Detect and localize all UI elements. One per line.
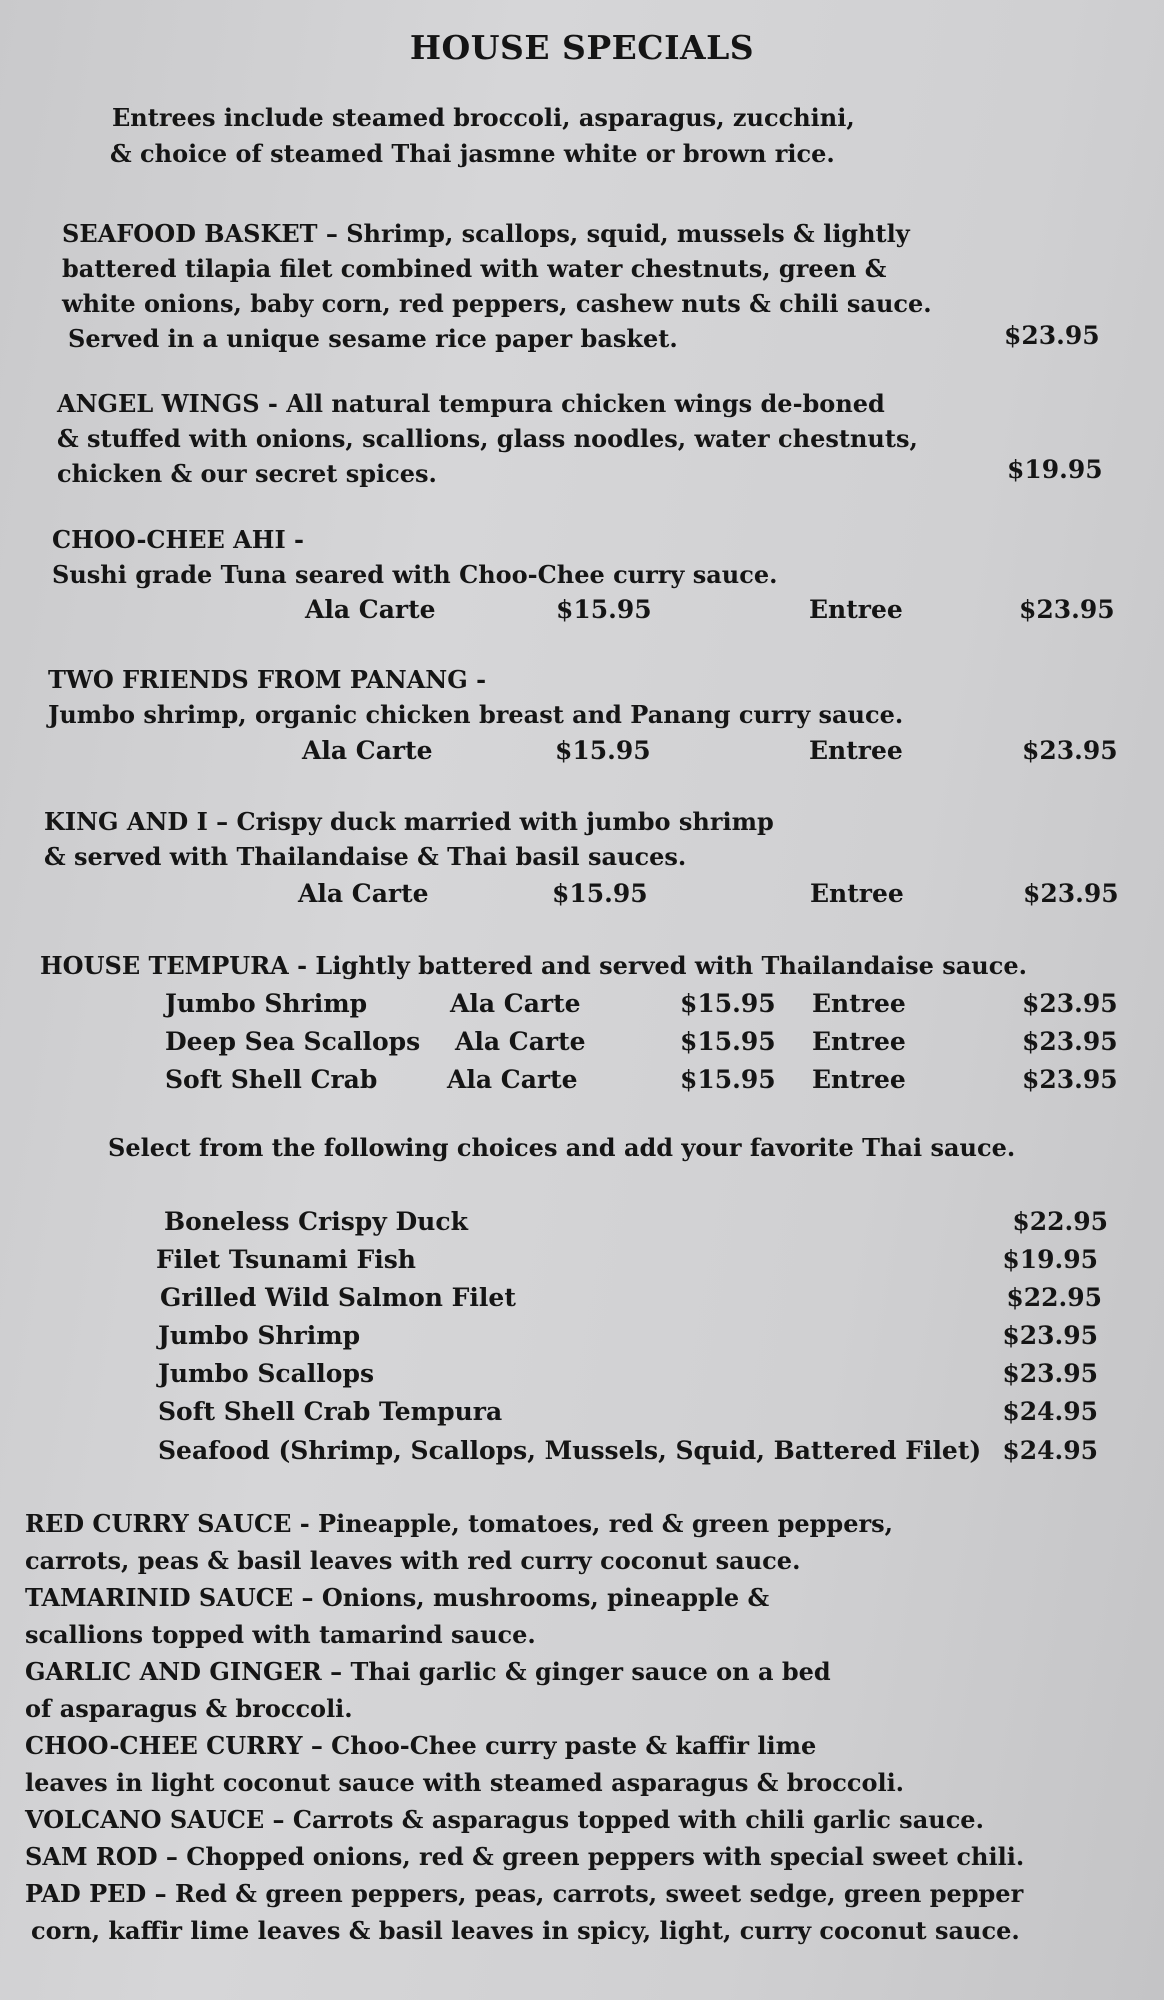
entree-label: Entree (809, 736, 903, 765)
entree-price: $23.95 (1022, 1065, 1118, 1094)
description-line: Sushi grade Tuna seared with Choo-Chee curry sauce. (52, 560, 778, 589)
choice-row (160, 1283, 1102, 1319)
seafood-basket-description (62, 216, 932, 356)
description-line: white onions, baby corn, red peppers, cashew nuts & chili sauce. (62, 289, 932, 318)
choice-name: Filet Tsunami Fish (156, 1245, 416, 1274)
tempura-name: Deep Sea Scallops (165, 1027, 421, 1056)
ala-carte-price: $15.95 (555, 736, 651, 765)
two-friends-prices (0, 736, 1164, 770)
ala-carte-label: Ala Carte (298, 879, 429, 908)
choice-row (158, 1397, 1098, 1433)
description-line: & served with Thailandaise & Thai basil sauces. (44, 842, 687, 871)
choice-row (158, 1436, 1098, 1472)
ala-carte-label: Ala Carte (302, 736, 433, 765)
tempura-row (0, 1065, 1164, 1099)
sauce-line: PAD PED – Red & green peppers, peas, carrots, sweet sedge, green pepper (25, 1879, 1024, 1908)
choice-price: $23.95 (1002, 1321, 1098, 1350)
ala-carte-label: Ala Carte (455, 1027, 586, 1056)
choice-name: Soft Shell Crab Tempura (158, 1397, 503, 1426)
description-line: CHOO-CHEE AHI - (52, 525, 304, 554)
description-line: KING AND I – Crispy duck married with jumbo shrimp (44, 807, 774, 836)
sauce-line: leaves in light coconut sauce with steamed asparagus & broccoli. (25, 1768, 905, 1797)
entree-price: $23.95 (1022, 989, 1118, 1018)
choo-chee-ahi-prices (0, 595, 1164, 629)
sauce-line: CHOO-CHEE CURRY – Choo-Chee curry paste & kaffir lime (25, 1731, 817, 1760)
intro-text (112, 100, 855, 172)
sauce-line: carrots, peas & basil leaves with red curry coconut sauce. (25, 1546, 801, 1575)
sauce-line: VOLCANO SAUCE – Carrots & asparagus topped with chili garlic sauce. (25, 1805, 984, 1834)
tempura-name: Jumbo Shrimp (165, 989, 368, 1018)
choice-name: Boneless Crispy Duck (164, 1207, 468, 1236)
choice-price: $22.95 (1006, 1283, 1102, 1312)
sauce-line: scallions topped with tamarind sauce. (25, 1620, 536, 1649)
tempura-name: Soft Shell Crab (165, 1065, 378, 1094)
ala-carte-price: $15.95 (680, 989, 776, 1018)
choice-price: $19.95 (1002, 1245, 1098, 1274)
choice-row (164, 1207, 1108, 1243)
description-line: SEAFOOD BASKET – Shrimp, scallops, squid, mussels & lightly (62, 219, 910, 248)
seafood-basket-price: $23.95 (1004, 321, 1100, 350)
ala-carte-price: $15.95 (556, 595, 652, 624)
choice-price: $24.95 (1002, 1397, 1098, 1426)
house-tempura-heading (40, 948, 1027, 983)
description-line: ANGEL WINGS - All natural tempura chicken wings de-boned (57, 389, 885, 418)
ala-carte-label: Ala Carte (447, 1065, 578, 1094)
page-title: HOUSE SPECIALS (409, 28, 755, 67)
choice-name: Seafood (Shrimp, Scallops, Mussels, Squid, Battered Filet) (158, 1436, 982, 1465)
description-line: battered tilapia filet combined with water chestnuts, green & (62, 254, 887, 283)
angel-wings-price: $19.95 (1007, 455, 1103, 484)
king-and-i-description (44, 804, 774, 874)
choice-price: $24.95 (1002, 1436, 1098, 1465)
two-friends-description (48, 662, 903, 732)
entree-label: Entree (810, 879, 904, 908)
description-line: HOUSE TEMPURA - Lightly battered and served with Thailandaise sauce. (40, 951, 1027, 980)
entree-price: $23.95 (1022, 736, 1118, 765)
choice-row (156, 1245, 1098, 1281)
sauce-line: SAM ROD – Chopped onions, red & green peppers with special sweet chili. (25, 1842, 1025, 1871)
entree-label: Entree (812, 1065, 906, 1094)
intro-line: & choice of steamed Thai jasmne white or brown rice. (110, 139, 835, 168)
entree-label: Entree (809, 595, 903, 624)
choice-name: Grilled Wild Salmon Filet (160, 1283, 516, 1312)
choice-name: Jumbo Scallops (158, 1359, 375, 1388)
ala-carte-label: Ala Carte (305, 595, 436, 624)
sauce-line: RED CURRY SAUCE - Pineapple, tomatoes, red & green peppers, (25, 1509, 893, 1538)
choice-price: $22.95 (1012, 1207, 1108, 1236)
choice-row (158, 1359, 1098, 1395)
tempura-row (0, 1027, 1164, 1061)
angel-wings-description (57, 386, 918, 491)
description-line: chicken & our secret spices. (57, 459, 437, 488)
description-line: Served in a unique sesame rice paper basket. (68, 324, 678, 353)
entree-label: Entree (812, 1027, 906, 1056)
sauce-line: of asparagus & broccoli. (25, 1694, 353, 1723)
choice-name: Jumbo Shrimp (158, 1321, 361, 1350)
description-line: & stuffed with onions, scallions, glass noodles, water chestnuts, (57, 424, 918, 453)
entree-price: $23.95 (1022, 1027, 1118, 1056)
sauces-list (25, 1505, 1024, 1949)
select-note: Select from the following choices and add your favorite Thai sauce. (108, 1133, 1016, 1162)
sauce-line: corn, kaffir lime leaves & basil leaves in spicy, light, curry coconut sauce. (31, 1916, 1020, 1945)
description-line: Jumbo shrimp, organic chicken breast and Panang curry sauce. (48, 700, 904, 729)
sauce-line: TAMARINID SAUCE – Onions, mushrooms, pineapple & (25, 1583, 770, 1612)
choice-price: $23.95 (1002, 1359, 1098, 1388)
entree-price: $23.95 (1019, 595, 1115, 624)
entree-price: $23.95 (1023, 879, 1119, 908)
ala-carte-price: $15.95 (680, 1065, 776, 1094)
ala-carte-price: $15.95 (552, 879, 648, 908)
king-and-i-prices (0, 879, 1164, 913)
choo-chee-ahi-description (52, 522, 777, 592)
entree-label: Entree (812, 989, 906, 1018)
intro-line: Entrees include steamed broccoli, asparagus, zucchini, (112, 103, 855, 132)
tempura-row (0, 989, 1164, 1023)
choice-row (158, 1321, 1098, 1357)
ala-carte-label: Ala Carte (450, 989, 581, 1018)
description-line: TWO FRIENDS FROM PANANG - (48, 665, 487, 694)
sauce-line: GARLIC AND GINGER – Thai garlic & ginger sauce on a bed (25, 1657, 831, 1686)
ala-carte-price: $15.95 (680, 1027, 776, 1056)
